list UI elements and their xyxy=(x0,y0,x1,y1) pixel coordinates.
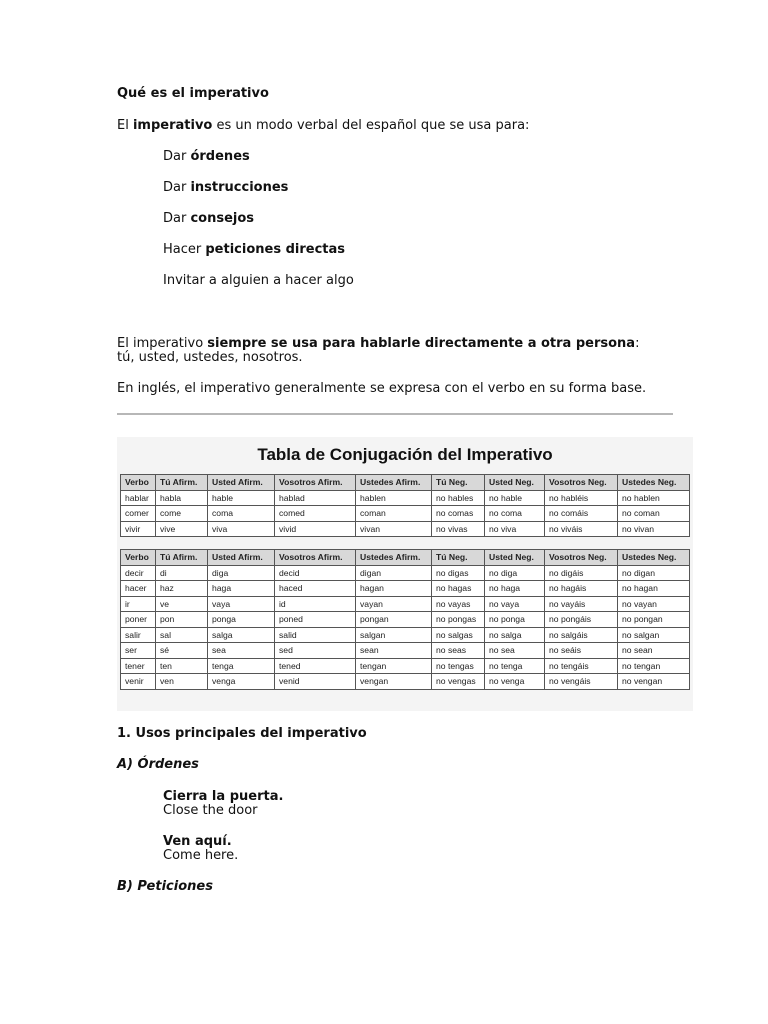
table-cell: sé xyxy=(156,643,208,659)
table-cell: salga xyxy=(208,627,275,643)
table-cell: come xyxy=(156,506,208,522)
table-cell: no coman xyxy=(618,506,690,522)
table-cell: id xyxy=(275,596,356,612)
table-header-cell: Tú Afirm. xyxy=(156,475,208,491)
table-row xyxy=(121,596,690,612)
table-cell: no sean xyxy=(618,643,690,659)
table-row xyxy=(121,658,690,674)
table-cell: venid xyxy=(275,674,356,690)
table-header-cell: Tú Neg. xyxy=(432,550,485,566)
table-cell: no vayáis xyxy=(545,596,618,612)
table-cell: comer xyxy=(121,506,156,522)
example-spanish: Cierra la puerta. xyxy=(163,789,284,804)
intro-paragraph: El imperativo es un modo verbal del español que se usa para: xyxy=(117,118,530,133)
table-cell: no hablen xyxy=(618,490,690,506)
table-cell: venga xyxy=(208,674,275,690)
table-cell: no pongas xyxy=(432,612,485,628)
table-cell: no hables xyxy=(432,490,485,506)
table-cell: no diga xyxy=(485,565,545,581)
table-cell: pon xyxy=(156,612,208,628)
use-item: Dar órdenes xyxy=(163,149,250,164)
table-cell: no venga xyxy=(485,674,545,690)
table-cell: no viváis xyxy=(545,521,618,537)
table-row xyxy=(121,612,690,628)
table-header-cell: Vosotros Neg. xyxy=(545,550,618,566)
table-cell: no vaya xyxy=(485,596,545,612)
table-cell: no vayas xyxy=(432,596,485,612)
table-cell: no salgan xyxy=(618,627,690,643)
table-cell: habla xyxy=(156,490,208,506)
table-cell: no vayan xyxy=(618,596,690,612)
table-header-cell: Usted Neg. xyxy=(485,550,545,566)
table-cell: viva xyxy=(208,521,275,537)
table-header-cell: Verbo xyxy=(121,475,156,491)
table-cell: hable xyxy=(208,490,275,506)
table-row xyxy=(121,490,690,506)
table-cell: decid xyxy=(275,565,356,581)
conjugation-table-title: Tabla de Conjugación del Imperativo xyxy=(257,445,553,464)
table-cell: no digáis xyxy=(545,565,618,581)
table-header-cell: Ustedes Afirm. xyxy=(356,475,432,491)
english-note: En inglés, el imperativo generalmente se expresa con el verbo en su forma base. xyxy=(117,381,647,396)
table-cell: hablad xyxy=(275,490,356,506)
table-cell: no hagáis xyxy=(545,581,618,597)
always-paragraph: El imperativo siempre se usa para hablarle directamente a otra persona: xyxy=(117,336,640,351)
table-cell: no tengan xyxy=(618,658,690,674)
table-cell: poner xyxy=(121,612,156,628)
table-cell: salgan xyxy=(356,627,432,643)
table-cell: no vivas xyxy=(432,521,485,537)
table-cell: no vengan xyxy=(618,674,690,690)
table-cell: salid xyxy=(275,627,356,643)
table-header-cell: Ustedes Afirm. xyxy=(356,550,432,566)
table-header-cell: Tú Neg. xyxy=(432,475,485,491)
table-cell: ven xyxy=(156,674,208,690)
example-english: Close the door xyxy=(163,803,258,818)
table-row xyxy=(121,506,690,522)
use-item: Hacer peticiones directas xyxy=(163,242,346,257)
pronouns-line: tú, usted, ustedes, nosotros. xyxy=(117,350,303,365)
table-cell: vayan xyxy=(356,596,432,612)
table-cell: coma xyxy=(208,506,275,522)
use-item: Dar instrucciones xyxy=(163,180,289,195)
conjugation-table-image xyxy=(117,437,693,711)
table-cell: no salga xyxy=(485,627,545,643)
table-cell: no coma xyxy=(485,506,545,522)
use-item: Invitar a alguien a hacer algo xyxy=(163,273,354,288)
table-cell: no digas xyxy=(432,565,485,581)
table-cell: diga xyxy=(208,565,275,581)
table-header-cell: Vosotros Afirm. xyxy=(275,550,356,566)
table-cell: no vengáis xyxy=(545,674,618,690)
table-cell: ve xyxy=(156,596,208,612)
table-row xyxy=(121,521,690,537)
table-cell: hacer xyxy=(121,581,156,597)
table-cell: no pongáis xyxy=(545,612,618,628)
table-cell: hablen xyxy=(356,490,432,506)
table-cell: digan xyxy=(356,565,432,581)
subsection-title-ordenes: A) Órdenes xyxy=(117,757,199,772)
table-cell: no pongan xyxy=(618,612,690,628)
table-cell: sed xyxy=(275,643,356,659)
irregular-verbs-table xyxy=(120,549,690,690)
table-cell: sal xyxy=(156,627,208,643)
table-cell: no tengas xyxy=(432,658,485,674)
table-cell: vive xyxy=(156,521,208,537)
table-header-cell: Ustedes Neg. xyxy=(618,475,690,491)
table-header-cell: Tú Afirm. xyxy=(156,550,208,566)
example-spanish: Ven aquí. xyxy=(163,834,232,849)
table-cell: no digan xyxy=(618,565,690,581)
section-title: 1. Usos principales del imperativo xyxy=(117,726,367,741)
table-cell: venir xyxy=(121,674,156,690)
table-cell: no seáis xyxy=(545,643,618,659)
table-cell: ten xyxy=(156,658,208,674)
table-cell: di xyxy=(156,565,208,581)
table-cell: salir xyxy=(121,627,156,643)
table-header-cell: Verbo xyxy=(121,550,156,566)
table-cell: no hable xyxy=(485,490,545,506)
subsection-title-peticiones: B) Peticiones xyxy=(117,879,213,894)
table-cell: tengan xyxy=(356,658,432,674)
table-cell: no tengáis xyxy=(545,658,618,674)
table-row xyxy=(121,643,690,659)
table-cell: no habléis xyxy=(545,490,618,506)
table-cell: no vengas xyxy=(432,674,485,690)
table-header-cell: Usted Afirm. xyxy=(208,550,275,566)
table-cell: no tenga xyxy=(485,658,545,674)
table-cell: no seas xyxy=(432,643,485,659)
table-cell: no salgas xyxy=(432,627,485,643)
table-cell: no comáis xyxy=(545,506,618,522)
table-cell: no comas xyxy=(432,506,485,522)
table-cell: coman xyxy=(356,506,432,522)
table-header-cell: Vosotros Neg. xyxy=(545,475,618,491)
table-cell: vivan xyxy=(356,521,432,537)
table-cell: haga xyxy=(208,581,275,597)
table-cell: tenga xyxy=(208,658,275,674)
table-header-cell: Ustedes Neg. xyxy=(618,550,690,566)
table-cell: ponga xyxy=(208,612,275,628)
table-cell: ir xyxy=(121,596,156,612)
table-cell: decir xyxy=(121,565,156,581)
table-cell: no hagas xyxy=(432,581,485,597)
table-cell: comed xyxy=(275,506,356,522)
table-row xyxy=(121,581,690,597)
table-cell: no haga xyxy=(485,581,545,597)
table-cell: vengan xyxy=(356,674,432,690)
table-cell: no vivan xyxy=(618,521,690,537)
table-cell: hagan xyxy=(356,581,432,597)
table-cell: haz xyxy=(156,581,208,597)
table-cell: no ponga xyxy=(485,612,545,628)
table-cell: haced xyxy=(275,581,356,597)
table-cell: no hagan xyxy=(618,581,690,597)
regular-verbs-table xyxy=(120,474,690,537)
horizontal-rule xyxy=(117,413,673,415)
table-cell: no sea xyxy=(485,643,545,659)
table-cell: vaya xyxy=(208,596,275,612)
table-cell: vivid xyxy=(275,521,356,537)
table-cell: hablar xyxy=(121,490,156,506)
table-header-cell: Usted Afirm. xyxy=(208,475,275,491)
example-english: Come here. xyxy=(163,848,239,863)
table-row xyxy=(121,565,690,581)
table-cell: sean xyxy=(356,643,432,659)
table-cell: pongan xyxy=(356,612,432,628)
table-cell: tener xyxy=(121,658,156,674)
table-cell: sea xyxy=(208,643,275,659)
use-item: Dar consejos xyxy=(163,211,255,226)
table-cell: vivir xyxy=(121,521,156,537)
table-cell: no viva xyxy=(485,521,545,537)
table-row xyxy=(121,674,690,690)
table-header-cell: Vosotros Afirm. xyxy=(275,475,356,491)
page-heading: Qué es el imperativo xyxy=(117,86,269,101)
table-cell: no salgáis xyxy=(545,627,618,643)
table-row xyxy=(121,627,690,643)
table-cell: tened xyxy=(275,658,356,674)
table-cell: ser xyxy=(121,643,156,659)
table-header-cell: Usted Neg. xyxy=(485,475,545,491)
table-cell: poned xyxy=(275,612,356,628)
